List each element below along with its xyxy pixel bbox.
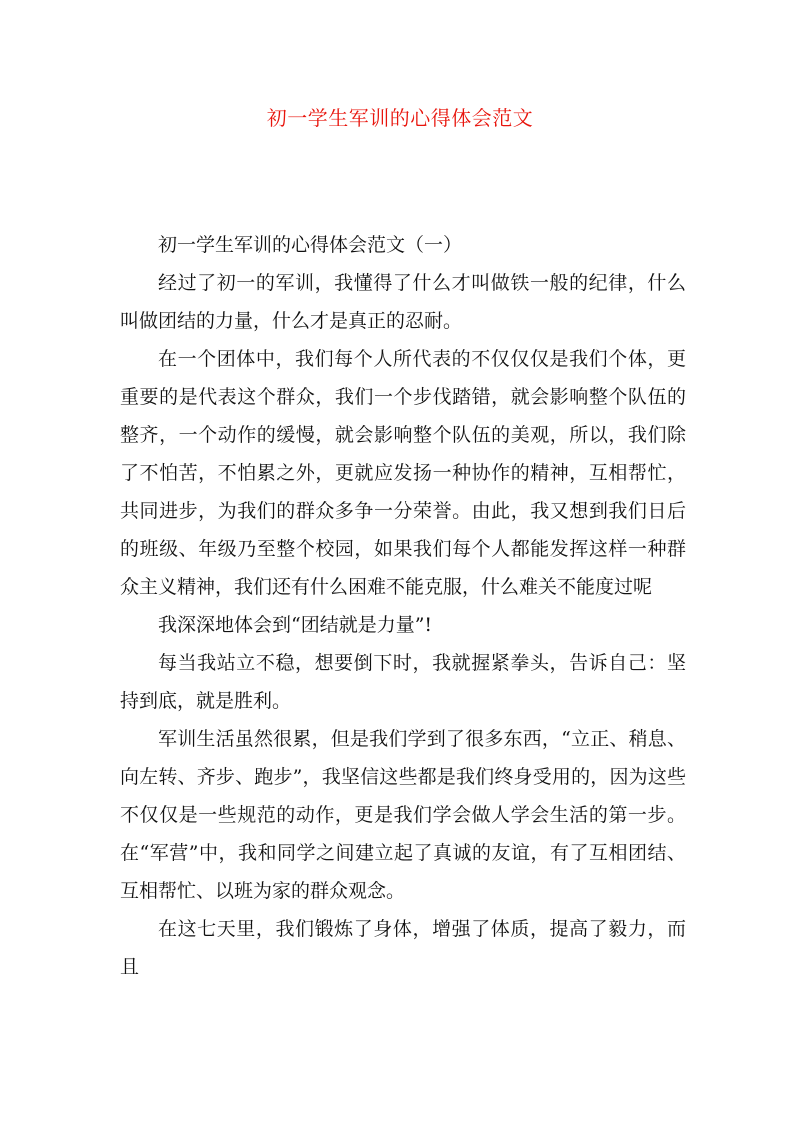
- document-title: 初一学生军训的心得体会范文: [266, 106, 534, 130]
- paragraph: 在一个团体中，我们每个人所代表的不仅仅仅是我们个体，更重要的是代表这个群众，我们一个步伐踏错，就会影响整个队伍的整齐，一个动作的缓慢，就会影响整个队伍的美观，所以，我们除了不怕苦，不怕累之外，更就应发扬一种协作的精神，互相帮忙，共同进步，为我们的群众多争一分荣誉。由此，我又想到我们日后的班级、年级乃至整个校园，如果我们每个人都能发挥这样一种群众主义精神，我们还有什么困难不能克服，什么难关不能度过呢: [120, 348, 686, 598]
- paragraph: 我深深地体会到“团结就是力量”!: [158, 614, 433, 636]
- paragraph: 经过了初一的军训，我懂得了什么才叫做铁一般的纪律，什么叫做团结的力量，什么才是真正的忍耐。: [120, 272, 686, 332]
- paragraph: 军训生活虽然很累，但是我们学到了很多东西，“立正、稍息、向左转、齐步、跑步”，我坚信这些都是我们终身受用的，因为这些不仅仅是一些规范的动作，更是我们学会做人学会生活的第一步。在“军营”中，我和同学之间建立起了真诚的友谊，有了互相团结、互相帮忙、以班为家的群众观念。: [120, 728, 686, 902]
- paragraph: 每当我站立不稳，想要倒下时，我就握紧拳头，告诉自己：坚持到底，就是胜利。: [120, 652, 686, 712]
- document-body: [120, 226, 686, 986]
- section-heading: 初一学生军训的心得体会范文（一）: [158, 234, 463, 256]
- paragraph: 在这七天里，我们锻炼了身体，增强了体质，提高了毅力，而且: [120, 918, 686, 978]
